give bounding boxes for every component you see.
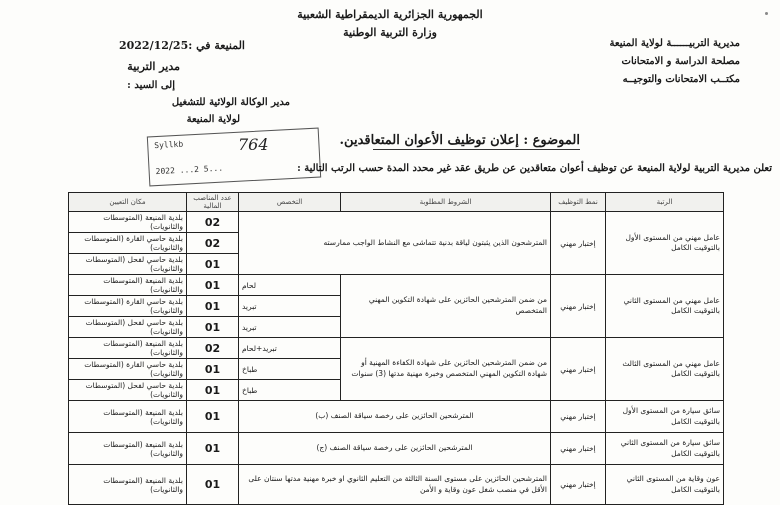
header-mode: نمط التوظيف (551, 193, 606, 212)
place-cell: بلدية المنيعة (المتوسطات والثانويات) (69, 212, 187, 233)
header-place: مكان التعيين (69, 193, 187, 212)
count-cell: 02 (187, 233, 239, 254)
count-cell: 01 (187, 401, 239, 433)
specialty-cell: طباخ (239, 380, 341, 401)
reception-stamp (147, 128, 321, 187)
place-cell: بلدية المنيعة (المتوسطات والثانويات) (69, 401, 187, 433)
scan-speck (765, 12, 768, 15)
count-cell: 01 (187, 433, 239, 465)
mode-cell: إختبار مهني (551, 401, 606, 433)
to-label: إلى السيد : (127, 80, 175, 91)
place-cell: بلدية حاسي القارة (المتوسطات والثانويات) (69, 233, 187, 254)
grade-cell: عامل مهني من المستوى الثالث بالتوقيت الكامل (606, 338, 724, 401)
header-grade: الرتبة (606, 193, 724, 212)
table-row (69, 338, 724, 359)
count-cell: 01 (187, 296, 239, 317)
grade-cell: عامل مهني من المستوى الثاني بالتوقيت الكامل (606, 275, 724, 338)
count-cell: 01 (187, 254, 239, 275)
place-cell: بلدية المنيعة (المتوسطات والثانويات) (69, 465, 187, 505)
place-cell: بلدية المنيعة (المتوسطات والثانويات) (69, 433, 187, 465)
place-cell: بلدية حاسي القارة (المتوسطات والثانويات) (69, 296, 187, 317)
conditions-cell: من ضمن المترشحين الحائزين على شهادة التكوين المهني المتخصص (341, 275, 551, 338)
mode-cell: إختبار مهني (551, 433, 606, 465)
place-cell: بلدية حاسي لفحل (المتوسطات والثانويات) (69, 317, 187, 338)
table-row (69, 275, 724, 296)
conditions-cell: المترشحين الحائزين على رخصة سياقة الصنف (ب) (239, 401, 551, 433)
count-cell: 01 (187, 275, 239, 296)
directorate-line: مديرية التربيــــــة لولاية المنيعة (609, 38, 740, 49)
service-line: مصلحة الدراسة و الامتحانات (621, 56, 740, 67)
mode-cell: إختبار مهني (551, 338, 606, 401)
date-line: المنيعة في :2022/12/25 (118, 39, 245, 52)
office-line: مكتــب الامتحانات والتوجيــه (622, 74, 740, 85)
place-cell: بلدية حاسي لفحل (المتوسطات والثانويات) (69, 254, 187, 275)
count-cell: 01 (187, 359, 239, 380)
count-cell: 02 (187, 338, 239, 359)
specialty-cell: لحام (239, 275, 341, 296)
header-count: عدد المناصب المالية (187, 193, 239, 212)
specialty-cell: طباخ (239, 359, 341, 380)
table-header-row (69, 193, 724, 212)
count-cell: 02 (187, 212, 239, 233)
grade-cell: عون وقاية من المستوى الثاني بالتوقيت الكامل (606, 465, 724, 505)
subject-underline (373, 149, 580, 150)
table-row (69, 465, 724, 505)
place-cell: بلدية حاسي القارة (المتوسطات والثانويات) (69, 359, 187, 380)
stamp-line-1: Syllkb (154, 139, 184, 151)
table-row (69, 433, 724, 465)
grade-cell: عامل مهني من المستوى الأول بالتوقيت الكامل (606, 212, 724, 275)
subject-line: الموضوع : إعلان توظيف الأعوان المتعاقدين. (339, 133, 580, 148)
conditions-cell: المترشحون الذين يثبتون لياقة بدنية تتماشى مع النشاط الواجب ممارسته (239, 212, 551, 275)
recipient-line-1: مدير الوكالة الولائية للتشغيل (171, 97, 290, 108)
stamp-line-2: 2022 ...2 5... (155, 163, 224, 177)
place-cell: بلدية المنيعة (المتوسطات والثانويات) (69, 275, 187, 296)
place-cell: بلدية المنيعة (المتوسطات والثانويات) (69, 338, 187, 359)
table-row (69, 401, 724, 433)
place-cell: بلدية حاسي لفحل (المتوسطات والثانويات) (69, 380, 187, 401)
table-row (69, 212, 724, 233)
intro-paragraph: تعلن مديرية التربية لولاية المنيعة عن توظيف أعوان متعاقدين عن طريق عقد غير محدد المدة حسب الرتب التالية : (297, 163, 772, 174)
republic-title: الجمهورية الجزائرية الديمقراطية الشعبية (297, 8, 483, 21)
conditions-cell: المترشحين الحائزين على رخصة سياقة الصنف (ج) (239, 433, 551, 465)
header-specialty: التخصص (239, 193, 341, 212)
specialty-cell: تبريد (239, 296, 341, 317)
grade-cell: سائق سيارة من المستوى الثاني بالتوقيت الكامل (606, 433, 724, 465)
count-cell: 01 (187, 380, 239, 401)
sender-title: مدير التربية (127, 60, 180, 73)
specialty-cell: تبريد+لحام (239, 338, 341, 359)
count-cell: 01 (187, 317, 239, 338)
grade-cell: سائق سيارة من المستوى الأول بالتوقيت الكامل (606, 401, 724, 433)
mode-cell: إختبار مهني (551, 465, 606, 505)
conditions-cell: من ضمن المترشحين الحائزين على شهادة الكفاءة المهنية أو شهادة التكوين المهني المتخصص وخبرة مهنية مدتها (3) سنوات (341, 338, 551, 401)
handwritten-register-number: 764 (238, 135, 269, 154)
ministry-title: وزارة التربية الوطنية (343, 26, 437, 39)
recipient-line-2: لولاية المنيعة (186, 114, 240, 125)
positions-table (68, 192, 724, 505)
specialty-cell: تبريد (239, 317, 341, 338)
conditions-cell: المترشحين الحائزين على مستوى السنة الثالثة من التعليم الثانوي او خبرة مهنية مدتها سنتان على الأقل في منصب شغل عون وقاية و الأمن (239, 465, 551, 505)
mode-cell: إختبار مهني (551, 275, 606, 338)
header-conditions: الشروط المطلوبة (341, 193, 551, 212)
mode-cell: إختبار مهني (551, 212, 606, 275)
count-cell: 01 (187, 465, 239, 505)
